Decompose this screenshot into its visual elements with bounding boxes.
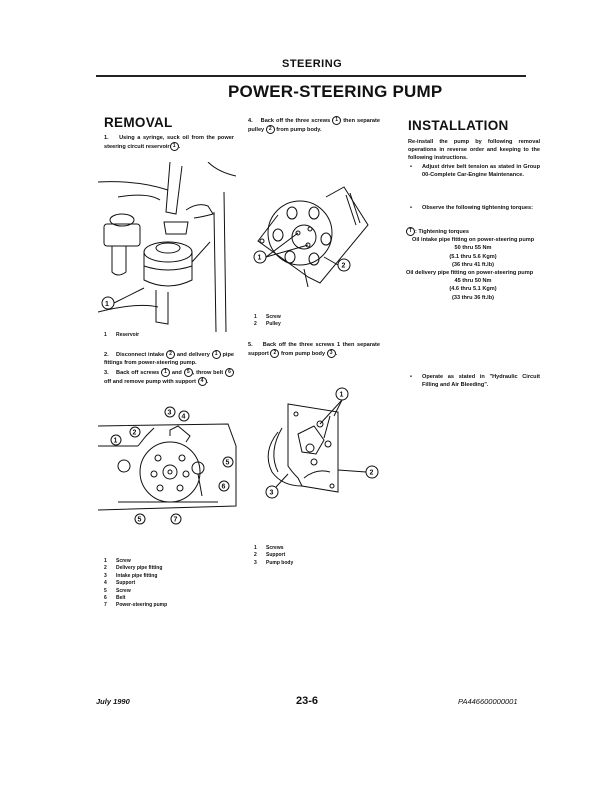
svg-text:6: 6 xyxy=(221,483,226,491)
step-number: 3. xyxy=(104,369,109,376)
torque-nm: 45 thru 50 Nm xyxy=(454,278,492,285)
step-text: Back off the three screws 1 then separate support xyxy=(248,342,380,358)
legend-number: 6 xyxy=(104,595,107,602)
svg-text:3: 3 xyxy=(269,489,274,497)
step-text: Using a syringe, suck oil from the power steering circuit reservoir xyxy=(104,135,234,151)
legend-number: 1 xyxy=(254,545,257,551)
svg-text:2: 2 xyxy=(341,262,346,270)
step-text: and delivery xyxy=(176,351,210,358)
step-number: 1. xyxy=(104,135,109,141)
step-text: then separate pulley xyxy=(248,117,380,134)
svg-text:1: 1 xyxy=(257,254,262,262)
legend-number: 7 xyxy=(104,602,107,609)
torque-heading: Tightening torques xyxy=(418,228,469,235)
removal-step-2 xyxy=(104,350,234,367)
step-number: 5. xyxy=(248,342,253,348)
wrench-torque-icon: T xyxy=(406,227,415,236)
callout-ref: 1 xyxy=(212,350,221,359)
figure-reservoir xyxy=(98,162,236,332)
torque-block: T : Tightening torques Oil intake pipe fitting on power-steering pump 50 thru 55 Nm (5.1 thru 5.6 Kgm) (36 thru 41 ft.lb) Oil delivery pipe fitting on power-steering pump 45 thru 50 Nm (4.6 thru 5.1 Kgm) (33 thru 36 ft.lb) xyxy=(406,227,540,302)
legend-label: Screw xyxy=(116,558,131,564)
document-code: PA446600000001 xyxy=(458,697,518,706)
legend-number: 2 xyxy=(104,565,107,572)
legend-label: Screw xyxy=(116,587,131,594)
legend-label: Belt xyxy=(116,595,126,602)
installation-heading: INSTALLATION xyxy=(408,118,509,133)
callout-ref: 5 xyxy=(184,368,193,377)
torque-item: Oil delivery pipe fitting on power-steering pump xyxy=(406,270,534,276)
legend-label: Pump body xyxy=(266,559,294,566)
legend-label: Pulley xyxy=(266,321,281,328)
svg-text:5: 5 xyxy=(137,516,142,524)
torque-item: Oil intake pipe fitting on power-steering pump xyxy=(412,237,535,244)
figure-pulley xyxy=(248,165,380,295)
callout-ref: 1 xyxy=(161,368,170,377)
legend-label: Intake pipe fitting xyxy=(116,572,158,579)
page-number: 23-6 xyxy=(296,695,319,707)
legend-number: 3 xyxy=(104,572,107,579)
step-text: off and remove pump with support xyxy=(104,379,196,386)
legend-number: 1 xyxy=(104,558,107,564)
legend-number: 4 xyxy=(104,580,107,587)
legend-label: Power-steering pump xyxy=(116,602,168,609)
step-text: Back off the three screws xyxy=(260,117,331,124)
svg-text:5: 5 xyxy=(225,459,230,467)
legend-label: Support xyxy=(266,552,286,559)
step-text: pipe fittings from power-steering pump. xyxy=(104,351,234,367)
svg-text:2: 2 xyxy=(369,469,374,477)
callout-ref: 2 xyxy=(166,350,175,359)
torque-ftlb: (36 thru 41 ft.lb) xyxy=(452,261,494,268)
removal-step-4 xyxy=(248,116,380,134)
legend-label: Support xyxy=(116,580,136,587)
figure-support xyxy=(258,382,388,512)
removal-step-1: 1. Using a syringe, suck oil from the power steering circuit reservoir 1 . xyxy=(104,135,234,151)
figure2-legend xyxy=(104,558,167,610)
svg-text:1: 1 xyxy=(339,391,344,399)
step-text: and xyxy=(171,369,182,376)
callout-ref: 1 xyxy=(170,142,179,151)
installation-intro: Re-install the pump by following removal operations in reverse order and keeping to the following instructions. xyxy=(408,139,540,162)
step-text: Back off screws xyxy=(116,369,160,376)
torque-nm: 50 thru 55 Nm xyxy=(454,245,492,252)
legend-number: 2 xyxy=(254,321,257,328)
callout-ref: 1 xyxy=(332,116,341,125)
figure1-legend xyxy=(104,332,139,339)
step-text: Disconnect intake xyxy=(116,351,165,358)
page-title: POWER-STEERING PUMP xyxy=(228,82,443,101)
section-header: STEERING xyxy=(282,58,343,70)
svg-text:1: 1 xyxy=(105,301,109,308)
svg-text:3: 3 xyxy=(167,409,172,417)
removal-step-5: 5. Back off the three screws 1 then separate support 2 from pump body 3 . xyxy=(248,342,380,358)
legend-label: Reservoir xyxy=(116,332,140,338)
legend-number: 2 xyxy=(254,552,257,559)
installation-bullet-3: • Operate as stated in "Hydraulic Circuit Filling and Air Bleeding". xyxy=(408,373,540,389)
callout-ref: 6 xyxy=(225,368,234,377)
callout-ref: 2 xyxy=(266,125,275,134)
svg-text:4: 4 xyxy=(181,413,186,421)
footer-date: July 1990 xyxy=(96,697,130,706)
svg-text:1: 1 xyxy=(113,437,118,445)
step-number: 4. xyxy=(248,117,253,124)
svg-text:7: 7 xyxy=(173,516,178,524)
figure-pump-assembly xyxy=(98,406,240,534)
legend-number: 1 xyxy=(104,332,107,338)
step-text: from pump body xyxy=(280,351,326,358)
figure4-legend xyxy=(254,545,293,567)
callout-ref: 2 xyxy=(270,349,279,358)
torque-ftlb: (33 thru 36 ft.lb) xyxy=(452,294,494,301)
callout-ref: 4 xyxy=(198,377,207,386)
legend-number: 1 xyxy=(254,314,257,320)
step-text: from pump body. xyxy=(276,127,322,134)
header-divider xyxy=(96,75,526,77)
legend-number: 3 xyxy=(254,559,257,566)
legend-label: Screws xyxy=(266,545,284,551)
figure3-legend xyxy=(254,314,281,329)
legend-number: 5 xyxy=(104,587,107,594)
removal-heading: REMOVAL xyxy=(104,115,173,130)
installation-bullet-2: • Observe the following tightening torques: xyxy=(408,204,540,212)
step-number: 2. xyxy=(104,351,109,358)
legend-label: Screw xyxy=(266,314,281,320)
torque-kgm: (5.1 thru 5.6 Kgm) xyxy=(449,253,497,260)
legend-label: Delivery pipe fitting xyxy=(116,565,163,572)
step-text: , throw belt xyxy=(192,369,224,376)
torque-kgm: (4.6 thru 5.1 Kgm) xyxy=(449,286,497,293)
callout-ref: 3 xyxy=(327,349,336,358)
removal-step-3: 3. Back off screws 1 and 5 , throw belt 6 off and remove pump with support 4 . xyxy=(104,368,234,386)
installation-bullet-1: • Adjust drive belt tension as stated in Group 00-Complete Car-Engine Maintenance. xyxy=(408,163,540,179)
svg-text:2: 2 xyxy=(132,429,137,437)
